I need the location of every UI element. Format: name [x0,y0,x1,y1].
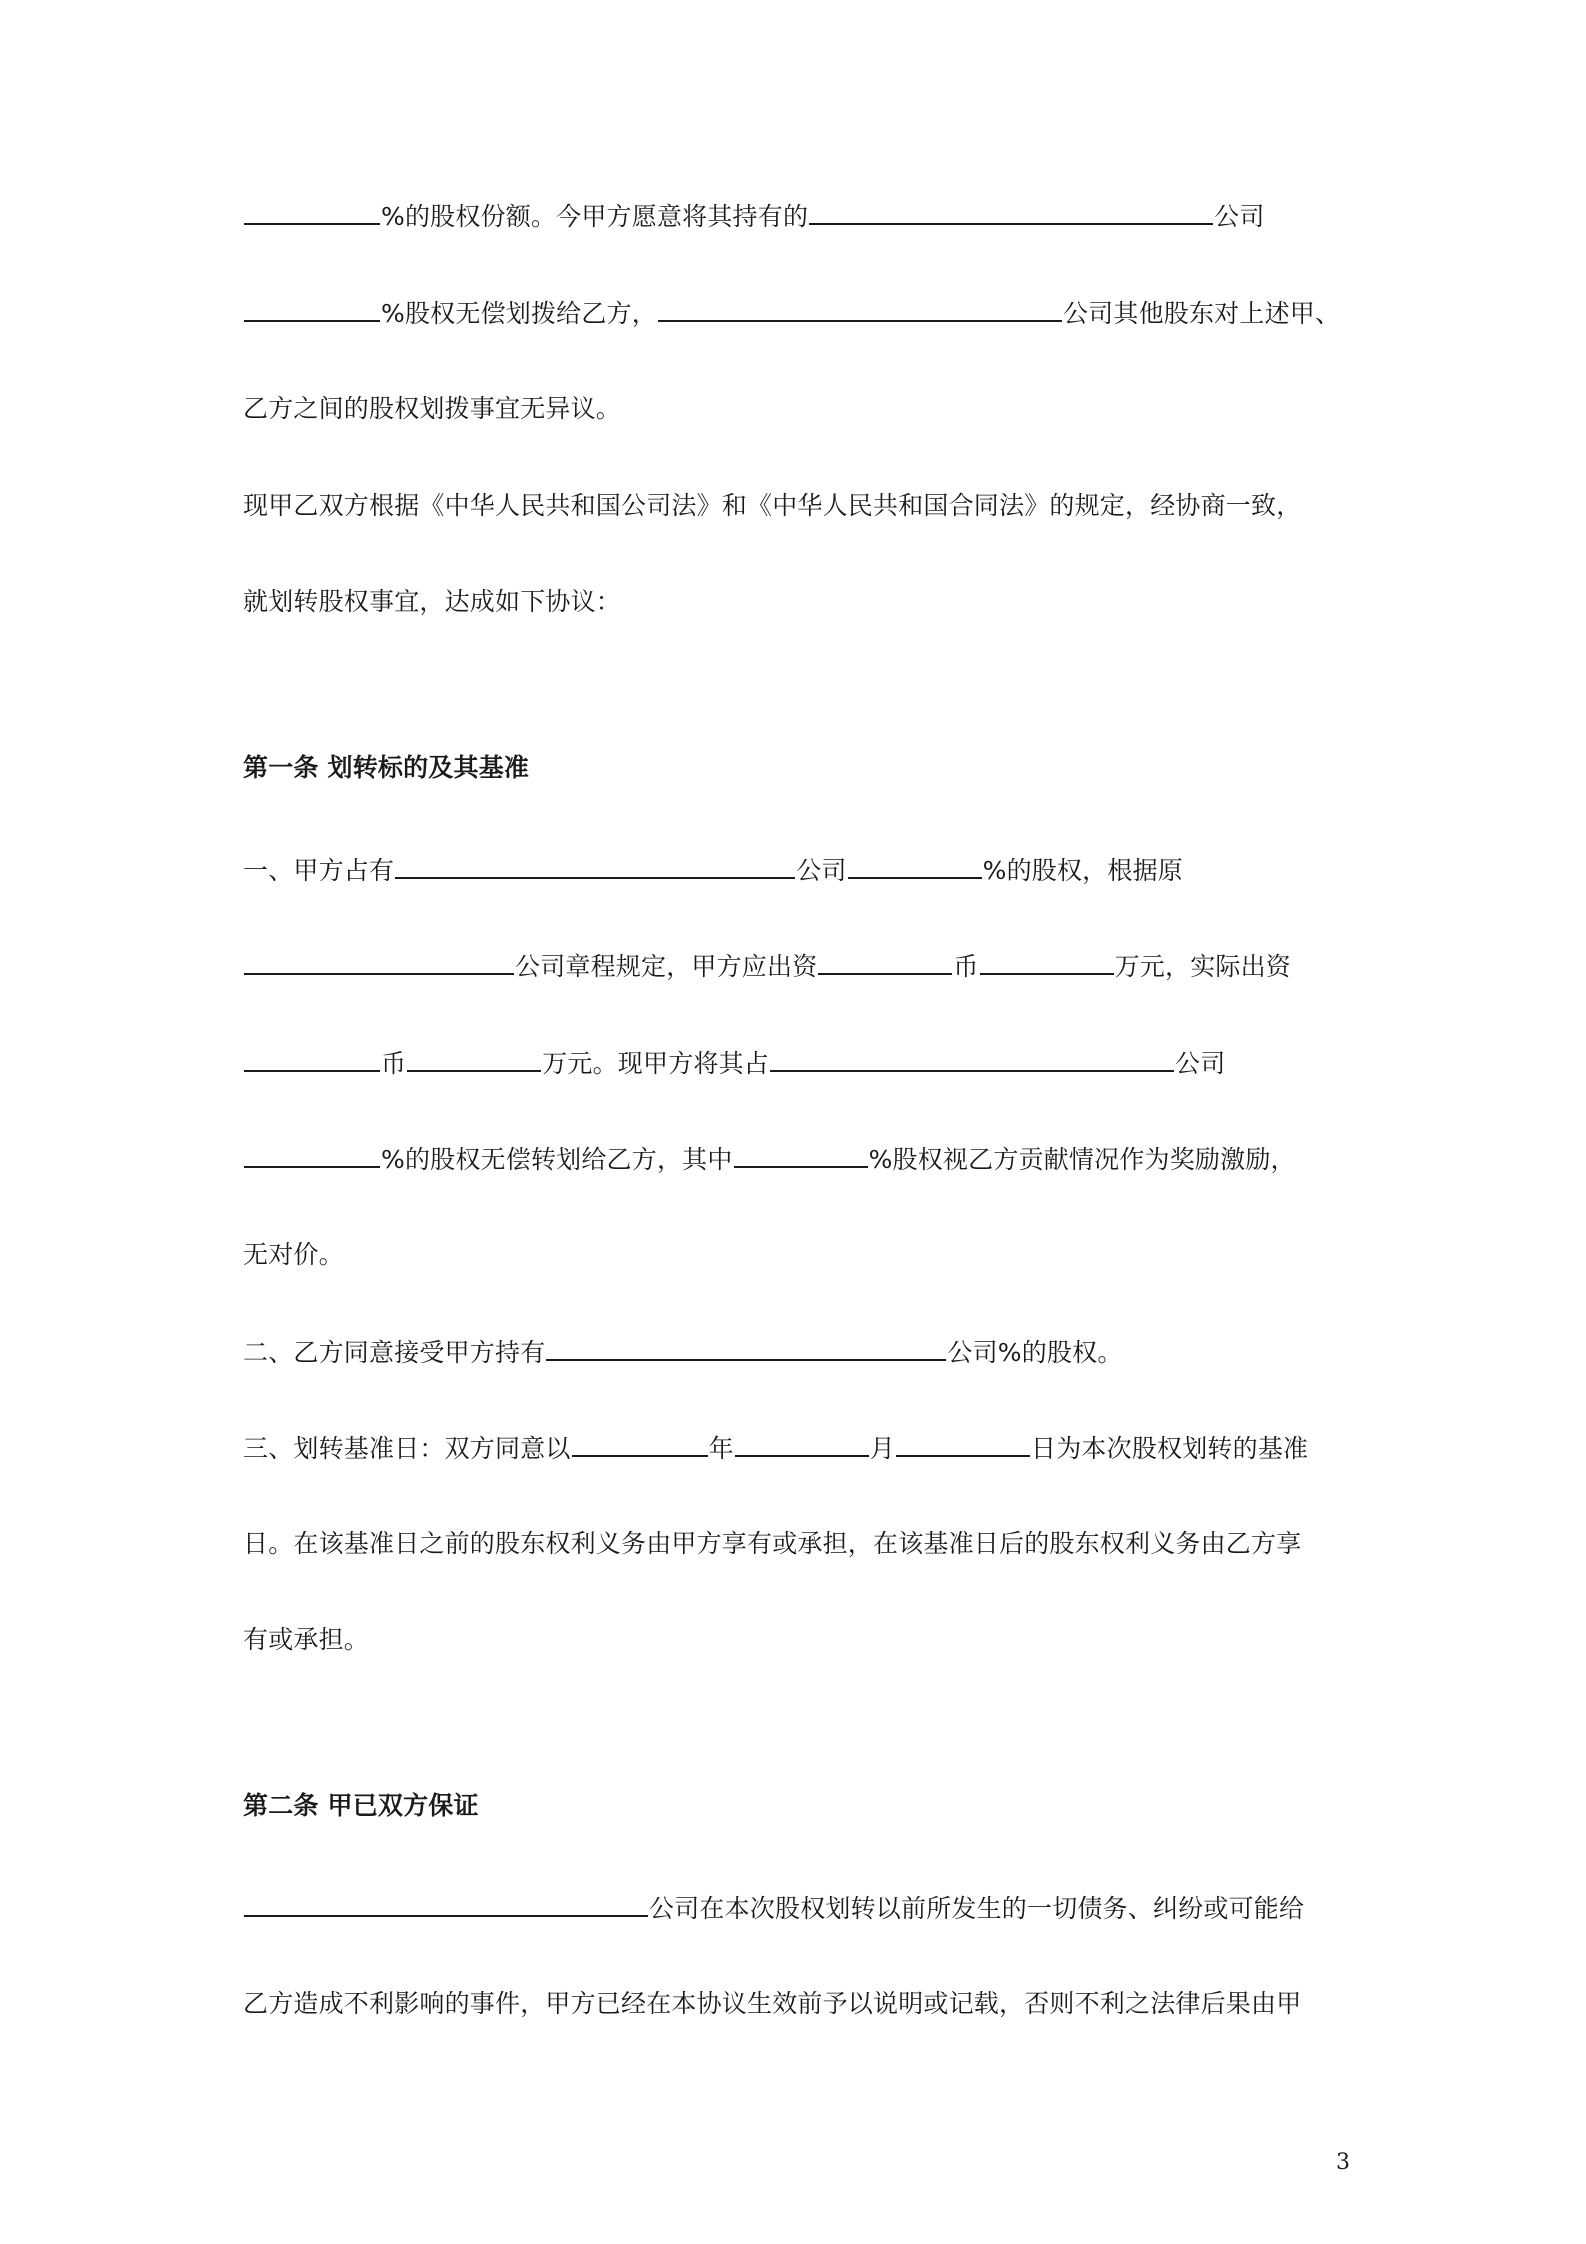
text-line: 乙方造成不利影响的事件，甲方已经在本协议生效前予以说明或记载，否则不利之法律后果由甲 [243,1989,1302,2018]
text-line: 公司章程规定，甲方应出资 币 万元，实际出资 [243,949,1291,984]
fill-blank [395,853,795,879]
text-line: 有或承担。 [243,1625,370,1654]
fill-blank [770,1046,1174,1072]
article-heading: 第一条 划转标的及其基准 [243,753,530,782]
text-line: 就划转股权事宜，达成如下协议： [243,587,622,616]
fill-blank [244,1142,380,1168]
text-line: 无对价。 [243,1240,344,1269]
text-line: %股权无偿划拨给乙方， 公司其他股东对上述甲、 [243,296,1340,331]
text-line: %的股权无偿转划给乙方，其中 %股权视乙方贡献情况作为奖励激励， [243,1142,1296,1177]
article-heading: 第二条 甲已双方保证 [243,1791,479,1820]
fill-blank [244,199,380,225]
fill-blank [244,1891,648,1917]
fill-blank [980,949,1114,975]
fill-blank [734,1142,868,1168]
text-line: 现甲乙双方根据《中华人民共和国公司法》和《中华人民共和国合同法》的规定，经协商一致， [243,491,1302,520]
fill-blank [244,1046,380,1072]
fill-blank [735,1431,869,1457]
fill-blank [848,853,982,879]
fill-blank [244,296,380,322]
fill-blank [546,1335,946,1361]
text-line: %的股权份额。今甲方愿意将其持有的 公司 [243,199,1265,234]
fill-blank [896,1431,1030,1457]
text-line: 乙方之间的股权划拨事宜无异议。 [243,394,622,423]
fill-blank [407,1046,541,1072]
fill-blank [244,949,514,975]
text-line: 三、划转基准日：双方同意以 年 月 日为本次股权划转的基准 [243,1431,1308,1466]
page-number: 3 [1336,2150,1350,2175]
text-line: 币 万元。现甲方将其占 公司 [243,1046,1225,1081]
text-line: 二、乙方同意接受甲方持有 公司%的股权。 [243,1335,1123,1370]
fill-blank [572,1431,708,1457]
text-line: 日。在该基准日之前的股东权利义务由甲方享有或承担，在该基准日后的股东权利义务由乙方享 [243,1529,1302,1558]
text-line: 一、甲方占有 公司 %的股权，根据原 [243,853,1183,888]
text-line: 公司在本次股权划转以前所发生的一切债务、纠纷或可能给 [243,1891,1304,1926]
fill-blank [809,199,1213,225]
fill-blank [818,949,952,975]
fill-blank [658,296,1062,322]
